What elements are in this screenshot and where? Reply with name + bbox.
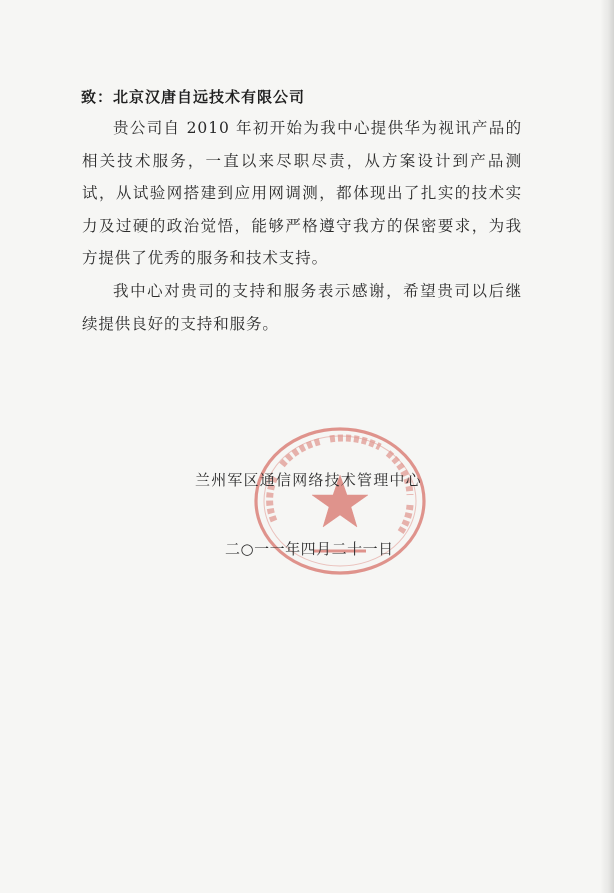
letter-body	[82, 112, 522, 340]
signature-date: 二○一一年四月二十一日	[225, 540, 394, 558]
paragraph-appreciation: 贵公司自 2010 年初开始为我中心提供华为视讯产品的相关技术服务，一直以来尽职尽责，从方案设计到产品测试，从试验网搭建到应用网调测，都体现出了扎实的技术实力及过硬的政治觉悟，能够严格遵守我方的保密要求，为我方提供了优秀的服务和技术支持。	[82, 119, 522, 268]
addressee-line: 致：北京汉唐自远技术有限公司	[81, 88, 306, 106]
signature-organization: 兰州军区通信网络技术管理中心	[195, 471, 422, 489]
paragraph-thanks: 我中心对贵司的支持和服务表示感谢，希望贵司以后继续提供良好的支持和服务。	[82, 281, 522, 333]
scan-edge-shadow	[600, 0, 614, 893]
